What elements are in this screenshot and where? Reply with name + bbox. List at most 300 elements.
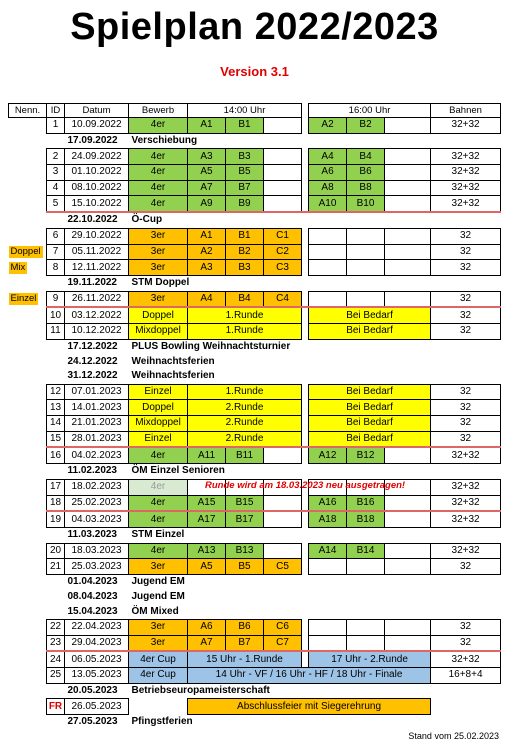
spacer xyxy=(302,400,309,416)
table-row xyxy=(9,260,501,276)
date-cell: 26.11.2022 xyxy=(65,291,129,307)
game-cell: B6 xyxy=(226,620,264,636)
game-cell xyxy=(385,635,431,651)
bewerb-cell: 4er xyxy=(129,543,188,559)
game-cell: B4 xyxy=(347,149,385,165)
spacer xyxy=(302,416,309,432)
game-cell xyxy=(264,118,302,134)
game-cell: B3 xyxy=(226,149,264,165)
header-nenn: Nenn. xyxy=(9,104,47,118)
date-cell: 22.04.2023 xyxy=(65,620,129,636)
round-16-cell: Bei Bedarf xyxy=(309,307,431,323)
game-cell xyxy=(309,620,347,636)
id-cell: 7 xyxy=(47,244,65,260)
game-cell: A17 xyxy=(188,511,226,527)
date-cell: 01.10.2022 xyxy=(65,165,129,181)
date-cell: 10.09.2022 xyxy=(65,118,129,134)
spacer xyxy=(302,244,309,260)
spacer xyxy=(302,104,309,118)
id-cell: 25 xyxy=(47,668,65,684)
game-cell: B14 xyxy=(347,543,385,559)
nenn-label xyxy=(9,715,47,730)
bewerb-cell: 3er xyxy=(129,228,188,244)
spacer xyxy=(302,165,309,181)
game-cell xyxy=(309,260,347,276)
game-cell: B12 xyxy=(347,447,385,463)
spacer xyxy=(302,620,309,636)
id-cell xyxy=(47,527,65,543)
game-cell xyxy=(385,149,431,165)
spacer xyxy=(302,149,309,165)
date-cell: 13.05.2023 xyxy=(65,668,129,684)
table-row xyxy=(9,527,501,543)
nenn-label xyxy=(9,275,47,291)
id-cell: 24 xyxy=(47,651,65,667)
bewerb-cell: 4er Cup xyxy=(129,651,188,667)
game-cell xyxy=(309,244,347,260)
game-cell: C4 xyxy=(264,291,302,307)
bahnen-cell: 32 xyxy=(431,559,501,575)
game-cell: A5 xyxy=(188,559,226,575)
table-row xyxy=(9,228,501,244)
game-cell xyxy=(385,228,431,244)
table-row xyxy=(9,307,501,323)
bewerb-cell: 4er xyxy=(129,149,188,165)
game-cell: B5 xyxy=(226,165,264,181)
table-row xyxy=(9,651,501,667)
game-cell: B10 xyxy=(347,196,385,212)
spacer xyxy=(302,559,309,575)
special-event: Ö-Cup xyxy=(131,214,163,226)
date-cell: 29.10.2022 xyxy=(65,228,129,244)
game-cell: B16 xyxy=(347,495,385,511)
id-cell: 13 xyxy=(47,400,65,416)
game-cell: A6 xyxy=(309,165,347,181)
nenn-label xyxy=(9,149,47,165)
bahnen-cell: 32+32 xyxy=(431,447,501,463)
table-row xyxy=(9,574,501,589)
id-cell: FR xyxy=(47,699,65,715)
date-cell: 17.12.2022 xyxy=(67,340,118,352)
game-cell xyxy=(309,228,347,244)
date-cell: 01.04.2023 xyxy=(67,576,118,588)
round-14-cell: 1.Runde xyxy=(188,323,302,339)
nenn-badge: Mix xyxy=(10,261,26,273)
special-event: STM Doppel xyxy=(131,277,190,289)
bahnen-cell: 32+32 xyxy=(431,196,501,212)
special-event: Pfingstferien xyxy=(131,716,193,728)
special-event: STM Einzel xyxy=(131,529,185,541)
table-row xyxy=(9,635,501,651)
id-cell xyxy=(47,339,65,354)
game-cell xyxy=(264,149,302,165)
id-cell: 21 xyxy=(47,559,65,575)
date-cell: 25.03.2023 xyxy=(65,559,129,575)
bewerb-cell: 3er xyxy=(129,244,188,260)
id-cell xyxy=(47,464,65,480)
game-cell xyxy=(385,118,431,134)
game-cell xyxy=(385,165,431,181)
table-row xyxy=(9,369,501,384)
table-row xyxy=(9,604,501,619)
bahnen-cell: 32+32 xyxy=(431,495,501,511)
id-cell: 14 xyxy=(47,416,65,432)
bewerb-cell: Doppel xyxy=(129,400,188,416)
table-row xyxy=(9,464,501,480)
game-cell xyxy=(264,495,302,511)
bahnen-cell: 16+8+4 xyxy=(431,668,501,684)
special-event: Verschiebung xyxy=(131,135,198,147)
game-cell xyxy=(309,559,347,575)
id-cell xyxy=(47,369,65,384)
round-16-cell: Bei Bedarf xyxy=(309,416,431,432)
bahnen-cell: 32 xyxy=(431,620,501,636)
bahnen-cell: 32 xyxy=(431,307,501,323)
date-cell: 27.05.2023 xyxy=(67,716,118,728)
spacer xyxy=(302,495,309,511)
id-cell: 4 xyxy=(47,180,65,196)
game-cell xyxy=(385,495,431,511)
game-cell xyxy=(264,511,302,527)
date-cell: 25.02.2023 xyxy=(65,495,129,511)
game-cell: A6 xyxy=(188,620,226,636)
round-14-cell: 1.Runde xyxy=(188,384,302,400)
table-row xyxy=(9,495,501,511)
date-cell: 24.12.2022 xyxy=(67,355,118,367)
id-cell: 20 xyxy=(47,543,65,559)
id-cell: 3 xyxy=(47,165,65,181)
date-cell: 28.01.2023 xyxy=(65,431,129,447)
game-cell xyxy=(385,620,431,636)
date-cell: 06.05.2023 xyxy=(65,651,129,667)
nenn-label xyxy=(9,339,47,354)
game-cell: A18 xyxy=(309,511,347,527)
table-row xyxy=(9,354,501,369)
id-cell xyxy=(47,683,65,699)
game-cell: A14 xyxy=(309,543,347,559)
game-cell xyxy=(264,543,302,559)
bewerb-cell: 3er xyxy=(129,260,188,276)
nenn-label xyxy=(9,447,47,463)
nenn-label xyxy=(9,400,47,416)
table-row xyxy=(9,196,501,212)
id-cell xyxy=(47,715,65,730)
game-cell: A3 xyxy=(188,260,226,276)
game-cell: B5 xyxy=(226,559,264,575)
table-row xyxy=(9,180,501,196)
id-cell: 8 xyxy=(47,260,65,276)
nenn-label xyxy=(9,165,47,181)
round-cell: 14 Uhr - VF / 16 Uhr - HF / 18 Uhr - Finale xyxy=(188,668,431,684)
spacer xyxy=(302,291,309,307)
game-cell: A5 xyxy=(188,165,226,181)
id-cell: 18 xyxy=(47,495,65,511)
game-cell xyxy=(347,635,385,651)
reschedule-note: Runde wird am 18.03.2023 neu ausgetragen! xyxy=(205,480,406,491)
bahnen-cell: 32 xyxy=(431,431,501,447)
nenn-label xyxy=(9,133,47,149)
game-cell: B13 xyxy=(226,543,264,559)
table-header xyxy=(9,104,501,118)
header-14uhr: 14:00 Uhr xyxy=(188,104,302,118)
nenn-label xyxy=(9,369,47,384)
nenn-label xyxy=(9,668,47,684)
bewerb-cell: Einzel xyxy=(129,431,188,447)
game-cell: B1 xyxy=(226,118,264,134)
spacer xyxy=(302,543,309,559)
special-event: Jugend EM xyxy=(131,576,185,588)
table-row xyxy=(9,668,501,684)
table-row xyxy=(9,212,501,228)
game-cell xyxy=(385,260,431,276)
bewerb-cell: 3er xyxy=(129,635,188,651)
bahnen-cell: 32 xyxy=(431,323,501,339)
bahnen-cell: 32+32 xyxy=(431,180,501,196)
date-cell: 11.02.2023 xyxy=(67,465,117,477)
table-row xyxy=(9,291,501,307)
date-cell: 15.04.2023 xyxy=(67,605,118,617)
game-cell xyxy=(385,196,431,212)
bahnen-cell: 32+32 xyxy=(431,165,501,181)
table-row xyxy=(9,590,501,605)
bewerb-cell: 3er xyxy=(129,291,188,307)
bewerb-cell: 4er xyxy=(129,196,188,212)
game-cell: B9 xyxy=(226,196,264,212)
bewerb-cell: 3er xyxy=(129,620,188,636)
table-row xyxy=(9,699,501,715)
game-cell: C7 xyxy=(264,635,302,651)
id-cell: 15 xyxy=(47,431,65,447)
event-cell: Abschlussfeier mit Siegerehrung xyxy=(188,699,431,715)
bewerb-cell: 4er xyxy=(129,511,188,527)
date-cell: 24.09.2022 xyxy=(65,149,129,165)
nenn-label xyxy=(9,244,47,260)
game-cell: A2 xyxy=(309,118,347,134)
spacer xyxy=(302,307,309,323)
nenn-label xyxy=(9,543,47,559)
game-cell: B15 xyxy=(226,495,264,511)
table-row xyxy=(9,416,501,432)
game-cell: A2 xyxy=(188,244,226,260)
game-cell xyxy=(347,244,385,260)
game-cell: B7 xyxy=(226,635,264,651)
special-event: Betriebseuropameisterschaft xyxy=(131,685,270,697)
date-cell: 04.02.2023 xyxy=(65,447,129,463)
table-row xyxy=(9,511,501,527)
game-cell: A7 xyxy=(188,635,226,651)
bahnen-cell: 32 xyxy=(431,244,501,260)
id-cell: 2 xyxy=(47,149,65,165)
game-cell: B17 xyxy=(226,511,264,527)
nenn-label xyxy=(9,291,47,307)
game-cell xyxy=(385,291,431,307)
nenn-label xyxy=(9,384,47,400)
table-row xyxy=(9,683,501,699)
nenn-label xyxy=(9,260,47,276)
nenn-label xyxy=(9,228,47,244)
game-cell: A4 xyxy=(188,291,226,307)
date-cell: 11.03.2023 xyxy=(67,529,117,541)
game-cell: B2 xyxy=(226,244,264,260)
bewerb-cell: 4er xyxy=(129,180,188,196)
game-cell: A16 xyxy=(309,495,347,511)
id-cell: 23 xyxy=(47,635,65,651)
bahnen-cell: 32 xyxy=(431,260,501,276)
header-bahnen: Bahnen xyxy=(431,104,501,118)
id-cell: 22 xyxy=(47,620,65,636)
game-cell: C5 xyxy=(264,559,302,575)
date-cell: 14.01.2023 xyxy=(65,400,129,416)
spacer xyxy=(302,118,309,134)
nenn-label xyxy=(9,699,47,715)
id-cell: 1 xyxy=(47,118,65,134)
id-cell xyxy=(47,275,65,291)
nenn-label xyxy=(9,118,47,134)
table-row xyxy=(9,339,501,354)
date-cell: 26.05.2023 xyxy=(65,699,129,715)
spacer xyxy=(302,511,309,527)
spacer xyxy=(302,323,309,339)
schedule-table xyxy=(8,103,501,730)
nenn-label xyxy=(9,416,47,432)
bewerb-cell: 4er xyxy=(129,447,188,463)
round-14-cell: 2.Runde xyxy=(188,400,302,416)
table-row xyxy=(9,165,501,181)
table-row xyxy=(9,118,501,134)
game-cell: C3 xyxy=(264,260,302,276)
date-cell: 08.04.2023 xyxy=(67,590,118,602)
date-cell: 29.04.2023 xyxy=(65,635,129,651)
id-cell: 17 xyxy=(47,479,65,495)
game-cell: A7 xyxy=(188,180,226,196)
bewerb-cell: Mixdoppel xyxy=(129,416,188,432)
stand-date: Stand vom 25.02.2023 xyxy=(408,731,499,741)
date-cell: 12.11.2022 xyxy=(65,260,129,276)
game-cell xyxy=(347,228,385,244)
spacer xyxy=(302,447,309,463)
nenn-label xyxy=(9,354,47,369)
game-cell xyxy=(385,447,431,463)
nenn-label xyxy=(9,590,47,605)
table-row xyxy=(9,244,501,260)
spacer xyxy=(302,431,309,447)
table-row xyxy=(9,715,501,730)
round-16-cell: Bei Bedarf xyxy=(309,431,431,447)
bahnen-cell: 32+32 xyxy=(431,479,501,495)
header-datum: Datum xyxy=(65,104,129,118)
special-event: Jugend EM xyxy=(131,590,185,602)
date-cell: 18.03.2023 xyxy=(65,543,129,559)
date-cell: 05.11.2022 xyxy=(65,244,129,260)
game-cell: B4 xyxy=(226,291,264,307)
nenn-label xyxy=(9,196,47,212)
game-cell xyxy=(264,180,302,196)
id-cell xyxy=(47,212,65,228)
id-cell xyxy=(47,574,65,589)
bewerb-cell: 4er xyxy=(129,165,188,181)
game-cell: A3 xyxy=(188,149,226,165)
bewerb-cell: 4er xyxy=(129,118,188,134)
table-row xyxy=(9,431,501,447)
date-cell: 04.03.2023 xyxy=(65,511,129,527)
round-14-cell: 2.Runde xyxy=(188,431,302,447)
game-cell: A12 xyxy=(309,447,347,463)
table-row xyxy=(9,384,501,400)
game-cell: B3 xyxy=(226,260,264,276)
nenn-label xyxy=(9,464,47,480)
game-cell xyxy=(264,165,302,181)
game-cell: B2 xyxy=(347,118,385,134)
nenn-label xyxy=(9,431,47,447)
game-cell xyxy=(347,620,385,636)
table-row xyxy=(9,559,501,575)
game-cell: B11 xyxy=(226,447,264,463)
game-cell xyxy=(347,559,385,575)
round-14-cell: 2.Runde xyxy=(188,416,302,432)
header-16uhr: 16:00 Uhr xyxy=(309,104,431,118)
table-row xyxy=(9,400,501,416)
nenn-badge: Doppel xyxy=(10,245,41,257)
game-cell: A10 xyxy=(309,196,347,212)
game-cell: B18 xyxy=(347,511,385,527)
game-cell xyxy=(385,511,431,527)
special-event: ÖM Einzel Senioren xyxy=(131,465,225,477)
nenn-label xyxy=(9,574,47,589)
nenn-badge: Einzel xyxy=(10,293,37,305)
special-event: Weihnachtsferien xyxy=(131,370,215,382)
game-cell xyxy=(309,635,347,651)
bahnen-cell: 32 xyxy=(431,400,501,416)
nenn-label xyxy=(9,604,47,619)
date-cell: 22.10.2022 xyxy=(67,214,118,226)
date-cell: 08.10.2022 xyxy=(65,180,129,196)
bahnen-cell: 32+32 xyxy=(431,511,501,527)
game-cell: A13 xyxy=(188,543,226,559)
bahnen-cell: 32 xyxy=(431,228,501,244)
bahnen-cell: 32+32 xyxy=(431,149,501,165)
game-cell: B8 xyxy=(347,180,385,196)
game-cell xyxy=(385,180,431,196)
header-id: ID xyxy=(47,104,65,118)
nenn-label xyxy=(9,323,47,339)
nenn-label xyxy=(9,559,47,575)
game-cell: A11 xyxy=(188,447,226,463)
id-cell: 16 xyxy=(47,447,65,463)
nenn-label xyxy=(9,635,47,651)
table-row xyxy=(9,149,501,165)
bewerb-cell: Mixdoppel xyxy=(129,323,188,339)
id-cell xyxy=(47,354,65,369)
date-cell: 15.10.2022 xyxy=(65,196,129,212)
game-cell xyxy=(309,291,347,307)
round-16-cell: Bei Bedarf xyxy=(309,323,431,339)
bahnen-cell: 32+32 xyxy=(431,543,501,559)
id-cell: 5 xyxy=(47,196,65,212)
game-cell: B1 xyxy=(226,228,264,244)
game-cell xyxy=(347,260,385,276)
version-label: Version 3.1 xyxy=(220,64,289,79)
nenn-label xyxy=(9,527,47,543)
game-cell xyxy=(385,244,431,260)
date-cell: 03.12.2022 xyxy=(65,307,129,323)
game-cell: A4 xyxy=(309,149,347,165)
round-14-cell: 15 Uhr - 1.Runde xyxy=(188,651,302,667)
spacer xyxy=(302,196,309,212)
bahnen-cell: 32+32 xyxy=(431,118,501,134)
spacer xyxy=(302,384,309,400)
id-cell: 12 xyxy=(47,384,65,400)
game-cell: A8 xyxy=(309,180,347,196)
